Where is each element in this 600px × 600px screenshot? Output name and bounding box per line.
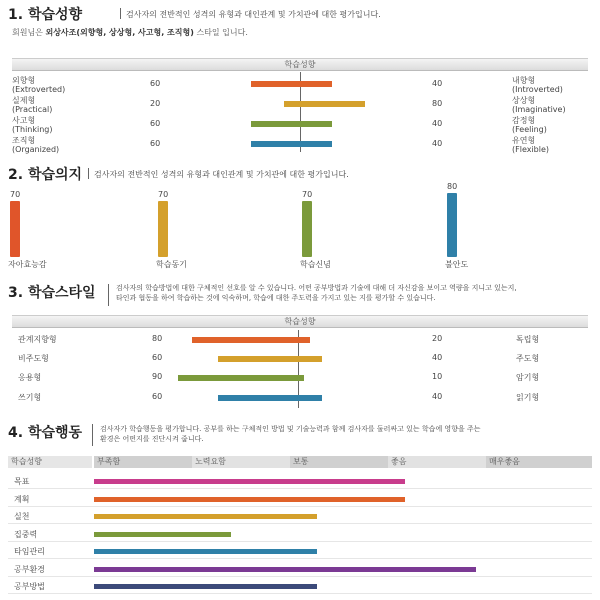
s1-right-value: 80 — [432, 99, 443, 108]
intro-suffix: 스타일 입니다. — [196, 28, 248, 37]
section4-heading: 학습행동 — [27, 425, 83, 441]
s1-bar-3 — [251, 121, 332, 127]
s3-right-label: 독립형 — [516, 335, 540, 344]
s1-right-label-kr: 감정형 — [512, 116, 536, 125]
s3-right-value: 40 — [432, 392, 443, 401]
section1-intro — [12, 27, 248, 38]
s4-row-label: 타임관리 — [14, 547, 45, 556]
section4-scale-header — [8, 456, 592, 468]
s2-value-1: 70 — [10, 190, 21, 199]
section3-chart-header — [12, 315, 588, 328]
section1-description: 검사자의 전반적인 성격의 유형과 대인관계 및 가치관에 대한 평가입니다. — [126, 10, 381, 19]
section4-desc-line1: 검사자가 학습행동을 평가합니다. 공부를 하는 구체적인 방법 및 기술능력과 함께 검사자를 둘러싸고 있는 학습에 영향을 주는 — [100, 425, 481, 433]
s1-right-label-en: (Feeling) — [512, 125, 547, 134]
s4-bar-2 — [94, 497, 405, 502]
s3-left-label: 쓰기형 — [18, 393, 42, 402]
s3-left-value: 60 — [152, 353, 163, 362]
s4-row-line — [8, 593, 592, 594]
s1-bar-2 — [284, 101, 365, 107]
s2-bar-2 — [158, 201, 168, 257]
s3-right-value: 40 — [432, 353, 443, 362]
s4-bar-7 — [94, 584, 317, 589]
s1-bar-4 — [251, 141, 332, 147]
s1-left-label-en: (Practical) — [12, 105, 53, 114]
s1-left-value: 20 — [150, 99, 161, 108]
s1-right-label-kr: 상상형 — [512, 96, 536, 105]
s1-left-value: 60 — [150, 79, 161, 88]
s4-row-line — [8, 523, 592, 524]
s1-left-label-en: (Organized) — [12, 145, 60, 154]
s4-row-line — [8, 488, 592, 489]
s4-row-label: 공부환경 — [14, 564, 45, 574]
s3-left-value: 80 — [152, 334, 163, 343]
s3-left-value: 60 — [152, 392, 163, 401]
s4-row-label: 공부방법 — [14, 582, 45, 591]
s2-bar-4 — [447, 193, 457, 257]
s3-bar-1 — [192, 337, 310, 343]
section2-description: 검사자의 전반적인 성격의 유형과 대인관계 및 가치관에 대한 평가입니다. — [94, 170, 349, 179]
section4-number: 4. — [8, 425, 24, 441]
section2-number: 2. — [8, 167, 24, 183]
section1-heading: 학습성향 — [27, 7, 83, 23]
s3-right-value: 10 — [432, 372, 443, 381]
section3-heading: 학습스타일 — [27, 285, 96, 301]
s2-value-3: 70 — [302, 190, 313, 199]
s1-left-label-kr: 외향형 — [12, 76, 36, 85]
s3-left-label: 관계지향형 — [18, 335, 57, 344]
s2-bar-1 — [10, 201, 20, 257]
s2-label-1: 자아효능감 — [8, 260, 47, 269]
s1-left-label-en: (Thinking) — [12, 125, 53, 134]
s1-left-label-kr: 실제형 — [12, 96, 36, 105]
section2-divider — [88, 168, 89, 179]
s4-bar-6 — [94, 567, 476, 572]
section3-number: 3. — [8, 285, 24, 301]
s3-right-label: 암기형 — [516, 373, 540, 382]
section3-desc-line2: 타인과 협동을 하여 학습하는 것에 익숙하며, 학습에 대한 주도력을 가지고 있는 지를 평가할 수 있습니다. — [116, 294, 436, 302]
section4-title — [8, 422, 82, 442]
section1-number: 1. — [8, 7, 24, 23]
s4-row-line — [8, 576, 592, 577]
s3-left-label: 응용형 — [18, 373, 42, 382]
s2-label-3: 학습신념 — [300, 260, 331, 269]
s1-right-label-en: (Introverted) — [512, 85, 563, 94]
s4-row-line — [8, 541, 592, 542]
section3-title — [8, 282, 96, 302]
section1-header-label: 학습성향 — [284, 60, 316, 69]
scale-level-3: 보통 — [290, 456, 388, 468]
s1-right-label-kr: 내향형 — [512, 76, 536, 85]
s1-left-value: 60 — [150, 119, 161, 128]
section4-divider — [92, 424, 93, 446]
s1-right-label-en: (Flexible) — [512, 145, 550, 154]
section1-divider — [120, 8, 121, 19]
scale-level-5: 매우좋음 — [486, 456, 592, 468]
section3-desc-line1: 검사자의 학습방법에 대한 구체적인 선호를 알 수 있습니다. 어떤 공부방법과 기술에 대해 더 자신감을 보이고 역량을 지니고 있는지, — [116, 284, 517, 292]
s3-bar-2 — [218, 356, 322, 362]
s1-right-label-en: (Imaginative) — [512, 105, 566, 114]
s1-right-value: 40 — [432, 79, 443, 88]
s4-row-line — [8, 558, 592, 559]
s1-right-value: 40 — [432, 139, 443, 148]
s4-row-label: 집중력 — [14, 529, 38, 539]
s4-row-label: 목표 — [14, 477, 30, 486]
s4-bar-4 — [94, 532, 231, 537]
s1-right-value: 40 — [432, 119, 443, 128]
s4-row-label: 계획 — [14, 494, 30, 504]
intro-highlight: 외상사조(외향형, 상상형, 사고형, 조직형) — [45, 28, 194, 37]
s3-right-label: 주도형 — [516, 354, 540, 363]
s3-bar-4 — [218, 395, 322, 401]
s4-row-label: 실천 — [14, 512, 30, 521]
s4-bar-5 — [94, 549, 317, 554]
s4-row-line — [8, 506, 592, 507]
scale-level-1: 부족함 — [94, 456, 192, 468]
section1-title — [8, 4, 82, 24]
section3-divider — [108, 284, 109, 306]
s1-left-label-en: (Extroverted) — [12, 85, 66, 94]
s1-bar-1 — [251, 81, 332, 87]
s1-left-label-kr: 조직형 — [12, 136, 36, 145]
s1-right-label-kr: 유연형 — [512, 136, 536, 145]
section4-description — [100, 424, 480, 444]
s2-label-2: 학습동기 — [156, 260, 187, 269]
section3-description — [116, 283, 592, 303]
section4-desc-line2: 환경은 어떤지를 진단시켜 줍니다. — [100, 435, 204, 443]
scale-level-4: 좋음 — [388, 456, 486, 468]
s4-bar-3 — [94, 514, 317, 519]
section2-heading: 학습의지 — [27, 167, 83, 183]
s4-bar-1 — [94, 479, 405, 484]
intro-prefix: 회원님은 — [12, 28, 43, 37]
s2-bar-3 — [302, 201, 312, 257]
section2-title — [8, 164, 82, 184]
section4-scale-label: 학습성향 — [8, 456, 92, 468]
s1-left-label-kr: 사고형 — [12, 116, 36, 125]
s3-left-label: 비주도형 — [18, 354, 49, 363]
s3-bar-3 — [178, 375, 304, 381]
s2-value-4: 80 — [447, 182, 458, 191]
s1-left-value: 60 — [150, 139, 161, 148]
scale-level-2: 노력요함 — [192, 456, 290, 468]
s3-left-value: 90 — [152, 372, 163, 381]
s3-right-label: 읽기형 — [516, 393, 540, 402]
section3-header-label: 학습성향 — [284, 317, 316, 326]
s2-value-2: 70 — [158, 190, 169, 199]
s3-right-value: 20 — [432, 334, 443, 343]
s2-label-4: 불안도 — [445, 260, 469, 269]
section1-chart-header — [12, 58, 588, 71]
